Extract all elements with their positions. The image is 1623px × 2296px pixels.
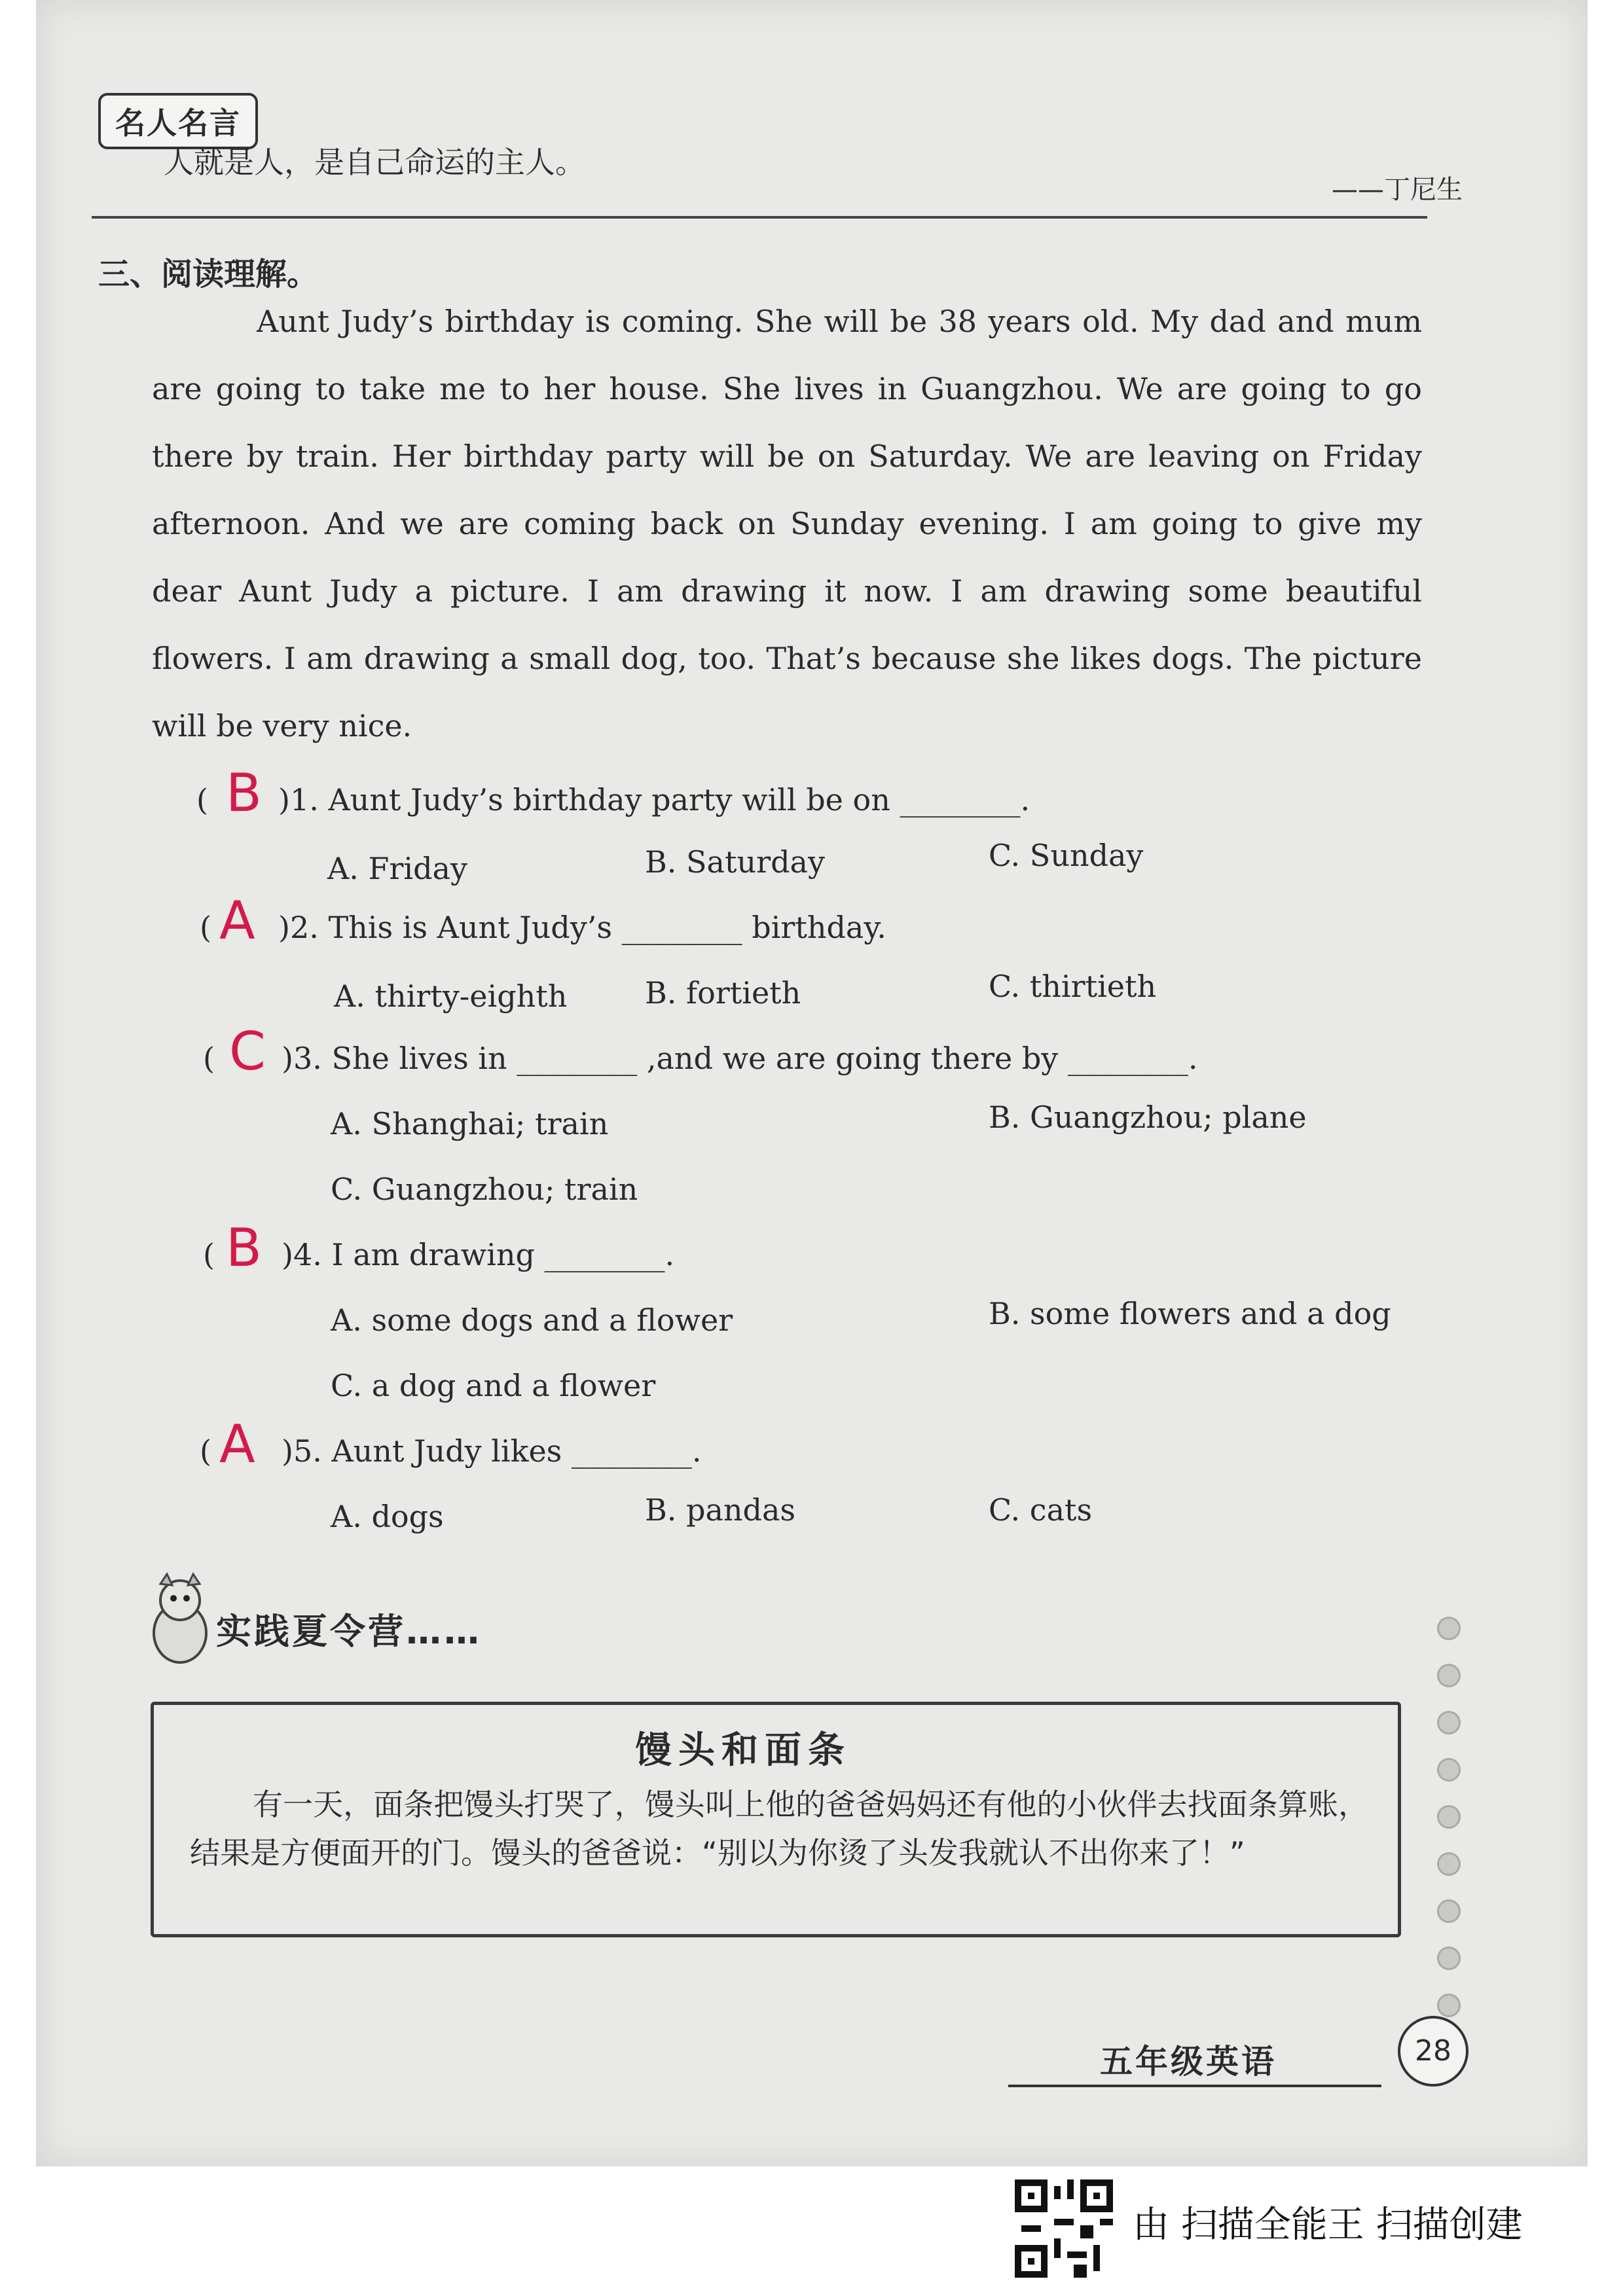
scanner-watermark-text: 由 扫描全能王 扫描创建	[1133, 2204, 1523, 2246]
handwritten-answer-5: A	[219, 1414, 255, 1475]
question-5-text: )5. Aunt Judy likes ________.	[282, 1433, 702, 1469]
decorative-dots	[1437, 1617, 1461, 2041]
q2-option-c: C. thirtieth	[989, 969, 1157, 1004]
q5-option-c: C. cats	[989, 1492, 1093, 1528]
reading-passage	[152, 288, 1422, 760]
q2-option-b: B. fortieth	[645, 975, 801, 1011]
q1-option-a: A. Friday	[327, 851, 467, 886]
q1-option-b: B. Saturday	[645, 844, 825, 880]
handwritten-answer-4: B	[226, 1217, 262, 1278]
answer-paren-open: (	[200, 1433, 211, 1469]
question-2-text: )2. This is Aunt Judy’s ________ birthday.	[278, 910, 886, 945]
cartoon-squirrel-icon	[141, 1571, 219, 1669]
dot	[1437, 1664, 1461, 1687]
q4-option-b: B. some flowers and a dog	[989, 1296, 1391, 1331]
q5-option-a: A. dogs	[331, 1499, 444, 1534]
page-number: 28	[1398, 2016, 1468, 2087]
q3-option-a: A. Shanghai; train	[331, 1106, 609, 1141]
answer-paren-open: (	[196, 782, 208, 817]
answer-paren-open: (	[203, 1237, 215, 1272]
dot	[1437, 1758, 1461, 1782]
handwritten-answer-2: A	[219, 890, 255, 951]
dot	[1437, 1852, 1461, 1876]
section-title: 三、阅读理解。	[98, 256, 319, 293]
handwritten-answer-1: B	[226, 762, 262, 823]
q4-option-c: C. a dog and a flower	[331, 1368, 656, 1403]
quote-text: 人就是人，是自己命运的主人。	[164, 145, 585, 180]
q3-option-b: B. Guangzhou; plane	[989, 1100, 1307, 1135]
q5-option-b: B. pandas	[645, 1492, 796, 1528]
qr-code-icon	[1015, 2179, 1113, 2278]
header-divider	[92, 216, 1427, 219]
dot	[1437, 1994, 1461, 2017]
dot	[1437, 1711, 1461, 1734]
grade-underline	[1008, 2085, 1381, 2087]
passage-text: Aunt Judy’s birthday is coming. She will be 38 years old. My dad and mum are going to take me to her house. She lives in Guangzhou. We are going to go there by train. Her birthday party will be on Saturday. We are leaving on Friday afternoon. And we are coming back on Sunday evening. I am going to give my dear Aunt Judy a picture. I am drawing it now. I am drawing some beautiful flowers. I am drawing a small dog, too. That’s because she likes dogs. The picture will be very nice.	[152, 304, 1422, 744]
q3-option-c: C. Guangzhou; train	[331, 1172, 638, 1207]
handwritten-answer-3: C	[229, 1021, 266, 1082]
story-title: 馒头和面条	[635, 1729, 851, 1772]
practice-title: 实践夏令营……	[216, 1611, 482, 1652]
quote-label: 名人名言	[98, 93, 258, 149]
dot	[1437, 1617, 1461, 1640]
dot	[1437, 1899, 1461, 1923]
grade-label: 五年级英语	[1100, 2043, 1277, 2081]
q2-option-a: A. thirty-eighth	[334, 978, 568, 1014]
q1-option-c: C. Sunday	[989, 838, 1144, 873]
q4-option-a: A. some dogs and a flower	[331, 1302, 733, 1338]
answer-paren-open: (	[200, 910, 211, 945]
story-text: 有一天，面条把馒头打哭了，馒头叫上他的爸爸妈妈还有他的小伙伴去找面条算账，结果是方便面开的门。馒头的爸爸说：“别以为你烫了头发我就认不出你来了！”	[190, 1787, 1368, 1871]
answer-paren-open: (	[203, 1041, 215, 1076]
dot	[1437, 1805, 1461, 1829]
question-4-text: )4. I am drawing ________.	[282, 1237, 675, 1272]
quote-author: ——丁尼生	[1332, 175, 1463, 205]
dot	[1437, 1946, 1461, 1970]
question-1-text: )1. Aunt Judy’s birthday party will be on ________.	[278, 782, 1030, 817]
question-3-text: )3. She lives in ________ ,and we are going there by ________.	[282, 1041, 1198, 1076]
